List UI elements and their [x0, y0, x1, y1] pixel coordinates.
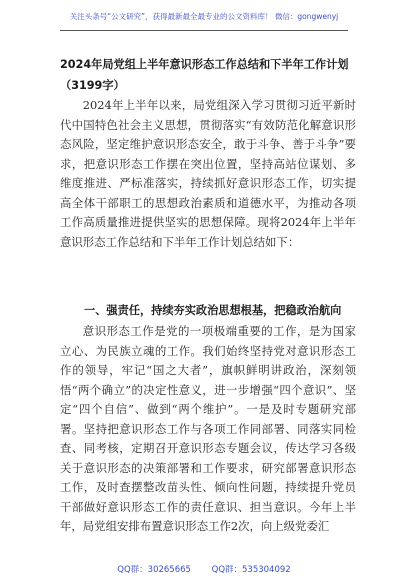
section-heading-1: 一、强责任，持续夯实政治思想根基，把稳政治航向: [84, 304, 342, 317]
word-count: （3199字）: [60, 79, 125, 92]
header-divider: [60, 30, 348, 31]
document-title: 2024年局党组上半年意识形态工作总结和下半年工作计划: [60, 58, 349, 71]
intro-paragraph: 2024年上半年以来，局党组深入学习贯彻习近平新时代中国特色社会主义思想，贯彻落实“有效防范化解意识形态风险，坚定维护意识形态安全，敢于斗争、善于斗争”要求，把意识形态工作摆在突出位置，坚持高站位谋划、多维度推进、严标准落实，持续抓好意识形态工作，切实提高全体干部职工的思想政治素质和道德水平，为推动各项工作高质量推进提供坚实的思想保障。现将2024年上半年意识形态工作总结和下半年工作计划总结如下：: [60, 98, 356, 249]
footer-qq-group-1: QQ群：30265665: [117, 565, 191, 575]
footer-qq-group-2: QQ群：535304092: [211, 565, 291, 575]
footer-contact: [0, 565, 408, 576]
header-promo-note: 关注头条号“公文研究”，获得最新最全最专业的公文资料库！ 微信：gongwenyj: [69, 12, 339, 21]
section-1-paragraph: 意识形态工作是党的一项极端重要的工作，是为国家立心、为民族立魂的工作。我们始终坚持党对意识形态工作的领导，牢记“国之大者”，旗帜鲜明讲政治，深刻领悟“两个确立”的决定性意义，进一步增强“四个意识”、坚定“四个自信”、做到“两个维护”。一是及时专题研究部署。坚持把意识形态工作与各项工作同部署、同落实同检查、同考核，定期召开意识形态专题会议，传达学习各级关于意识形态的决策部署和工作要求，研究部署意识形态工作，及时查摆整改苗头性、倾向性问题，持续提升党员干部做好意识形态工作的责任意识、担当意识。今年上半年，局党组安排布置意识形态工作2次，向上级党委汇: [60, 324, 356, 533]
